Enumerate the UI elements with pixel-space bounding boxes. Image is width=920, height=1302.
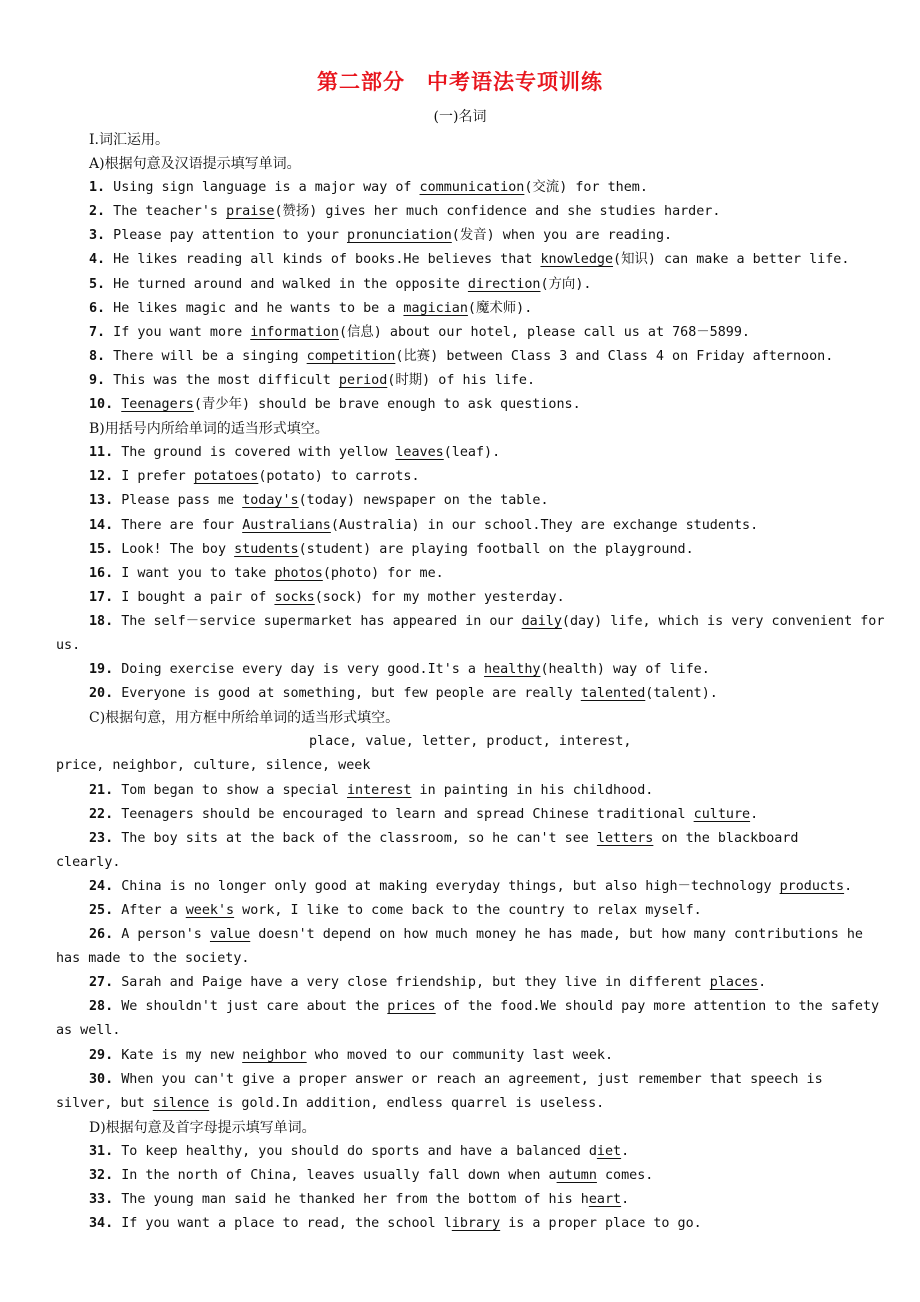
- question-23-continued: clearly.: [56, 854, 121, 870]
- question-10: 10. Teenagers(青少年) should be brave enough to ask questions.: [89, 397, 581, 413]
- question-8: 8. There will be a singing competition(比赛) between Class 3 and Class 4 on Friday afternoon.: [89, 348, 834, 364]
- answer: products: [779, 878, 845, 894]
- part-a-instruction: A)根据句意及汉语提示填写单词。: [89, 156, 301, 173]
- question-number: 32.: [89, 1168, 114, 1184]
- word-box-line-2: price, neighbor, culture, silence, week: [56, 758, 371, 774]
- answer: neighbor: [242, 1047, 307, 1063]
- answer: competition: [306, 348, 396, 364]
- question-15: 15. Look! The boy students(student) are playing football on the playground.: [89, 541, 694, 557]
- answer: healthy: [484, 662, 541, 678]
- question-11: 11. The ground is covered with yellow leaves(leaf).: [89, 445, 501, 461]
- question-24: 24. China is no longer only good at making everyday things, but also high－technology products.: [89, 878, 853, 894]
- question-number: 15.: [89, 541, 114, 557]
- question-33: 33. The young man said he thanked her from the bottom of his heart.: [89, 1192, 630, 1208]
- answer: prices: [387, 999, 436, 1015]
- answer: utumn: [556, 1168, 597, 1184]
- question-4: 4. He likes reading all kinds of books.He believes that knowledge(知识) can make a better life.: [89, 252, 850, 268]
- question-number: 1.: [89, 180, 106, 196]
- question-number: 22.: [89, 806, 114, 822]
- question-number: 12.: [89, 469, 114, 485]
- answer: silence: [152, 1095, 210, 1111]
- answer: talented: [580, 686, 646, 702]
- word-box-line-1: place, value, letter, product, interest,: [309, 734, 632, 750]
- answer: magician: [403, 300, 468, 316]
- question-3: 3. Please pay attention to your pronunciation(发音) when you are reading.: [89, 228, 673, 244]
- question-14: 14. There are four Australians(Australia) in our school.They are exchange students.: [89, 517, 759, 533]
- question-number: 25.: [89, 903, 114, 918]
- answer: pronunciation: [346, 228, 452, 244]
- question-number: 10.: [89, 397, 114, 413]
- answer: direction: [467, 276, 541, 292]
- question-17: 17. I bought a pair of socks(sock) for my mother yesterday.: [89, 589, 565, 605]
- answer: leaves: [395, 445, 444, 461]
- question-number: 33.: [89, 1192, 114, 1208]
- question-30-continued: silver, but silence is gold.In addition, endless quarrel is useless.: [56, 1095, 605, 1111]
- question-number: 17.: [89, 589, 114, 605]
- question-7: 7. If you want more information(信息) about our hotel, please call us at 768－5899.: [89, 324, 750, 340]
- page-title: 第二部分 中考语法专项训练: [317, 69, 603, 94]
- answer: eart: [588, 1192, 622, 1208]
- question-number: 34.: [89, 1216, 114, 1232]
- question-number: 8.: [89, 348, 106, 364]
- question-1: 1. Using sign language is a major way of communication(交流) for them.: [89, 180, 648, 196]
- question-18: 18. The self－service supermarket has appeared in our daily(day) life, which is very convenient for: [89, 613, 885, 629]
- question-number: 3.: [89, 228, 106, 244]
- answer: ibrary: [451, 1216, 501, 1232]
- answer: daily: [521, 613, 562, 629]
- answer: Australians: [242, 517, 331, 533]
- question-number: 28.: [89, 999, 114, 1015]
- question-22: 22. Teenagers should be encouraged to learn and spread Chinese traditional culture.: [89, 806, 759, 822]
- question-number: 14.: [89, 517, 114, 533]
- question-number: 23.: [89, 830, 114, 846]
- answer: culture: [693, 806, 751, 822]
- section-heading: Ⅰ.词汇运用。: [89, 132, 169, 148]
- question-5: 5. He turned around and walked in the opposite direction(方向).: [89, 276, 592, 292]
- answer: week's: [185, 903, 235, 918]
- answer: today's: [242, 493, 299, 509]
- question-6: 6. He likes magic and he wants to be a magician(魔术师).: [89, 300, 533, 316]
- question-32: 32. In the north of China, leaves usually fall down when autumn comes.: [89, 1168, 654, 1184]
- answer: period: [338, 372, 388, 388]
- question-number: 6.: [89, 300, 106, 316]
- question-29: 29. Kate is my new neighbor who moved to our community last week.: [89, 1047, 614, 1063]
- answer: socks: [274, 589, 315, 605]
- question-26-continued: has made to the society.: [56, 951, 250, 967]
- question-number: 13.: [89, 493, 114, 509]
- question-number: 30.: [89, 1071, 114, 1087]
- question-number: 27.: [89, 975, 114, 991]
- question-number: 9.: [89, 372, 106, 388]
- answer: photos: [274, 565, 323, 581]
- question-13: 13. Please pass me today's(today) newspaper on the table.: [89, 493, 549, 509]
- question-19: 19. Doing exercise every day is very good.It's a healthy(health) way of life.: [89, 662, 710, 678]
- question-28-continued: as well.: [56, 1023, 121, 1039]
- answer: potatoes: [193, 469, 259, 485]
- question-34: 34. If you want a place to read, the school library is a proper place to go.: [89, 1216, 702, 1232]
- question-21: 21. Tom began to show a special interest in painting in his childhood.: [89, 782, 654, 798]
- answer: value: [209, 927, 251, 943]
- question-2: 2. The teacher's praise(赞扬) gives her much confidence and she studies harder.: [89, 204, 721, 220]
- question-number: 26.: [89, 927, 114, 943]
- answer: knowledge: [540, 252, 614, 268]
- question-26: 26. A person's value doesn't depend on how much money he has made, but how many contributions he: [89, 927, 863, 943]
- answer: letters: [596, 830, 654, 846]
- question-number: 7.: [89, 324, 106, 340]
- page-subtitle: (一)名词: [433, 109, 487, 125]
- question-18-continued: us.: [56, 637, 81, 653]
- worksheet-body: [56, 128, 896, 1236]
- answer: information: [250, 324, 339, 340]
- question-number: 21.: [89, 782, 114, 798]
- question-number: 24.: [89, 878, 114, 894]
- question-23: 23. The boy sits at the back of the classroom, so he can't see letters on the blackboard: [89, 830, 799, 846]
- part-c-instruction: C)根据句意，用方框中所给单词的适当形式填空。: [89, 710, 400, 727]
- answer: iet: [596, 1143, 622, 1159]
- question-31: 31. To keep healthy, you should do sports and have a balanced diet.: [89, 1143, 630, 1159]
- answer: students: [234, 541, 299, 557]
- part-b-instruction: B)用括号内所给单词的适当形式填空。: [89, 421, 329, 438]
- question-number: 18.: [89, 613, 114, 629]
- question-16: 16. I want you to take photos(photo) for me.: [89, 565, 444, 581]
- question-number: 4.: [89, 252, 106, 268]
- question-number: 2.: [89, 204, 106, 220]
- question-9: 9. This was the most difficult period(时期) of his life.: [89, 372, 536, 388]
- question-number: 11.: [89, 445, 114, 461]
- question-28: 28. We shouldn't just care about the prices of the food.We should pay more attention to the safety: [89, 999, 880, 1015]
- answer: Teenagers: [121, 397, 194, 413]
- answer: interest: [346, 782, 412, 798]
- question-number: 19.: [89, 662, 114, 678]
- question-number: 31.: [89, 1143, 114, 1159]
- question-12: 12. I prefer potatoes(potato) to carrots.: [89, 469, 420, 485]
- answer: praise: [226, 204, 275, 220]
- question-27: 27. Sarah and Paige have a very close friendship, but they live in different places.: [89, 975, 767, 991]
- question-20: 20. Everyone is good at something, but few people are really talented(talent).: [89, 686, 718, 702]
- question-number: 16.: [89, 565, 114, 581]
- question-number: 20.: [89, 686, 114, 702]
- question-number: 29.: [89, 1047, 114, 1063]
- question-number: 5.: [89, 276, 106, 292]
- answer: communication: [419, 180, 525, 196]
- part-d-instruction: D)根据句意及首字母提示填写单词。: [89, 1119, 316, 1136]
- question-25: 25. After a week's work, I like to come back to the country to relax myself.: [89, 903, 702, 918]
- question-30: 30. When you can't give a proper answer or reach an agreement, just remember that speech is: [89, 1071, 823, 1087]
- answer: places: [709, 975, 759, 991]
